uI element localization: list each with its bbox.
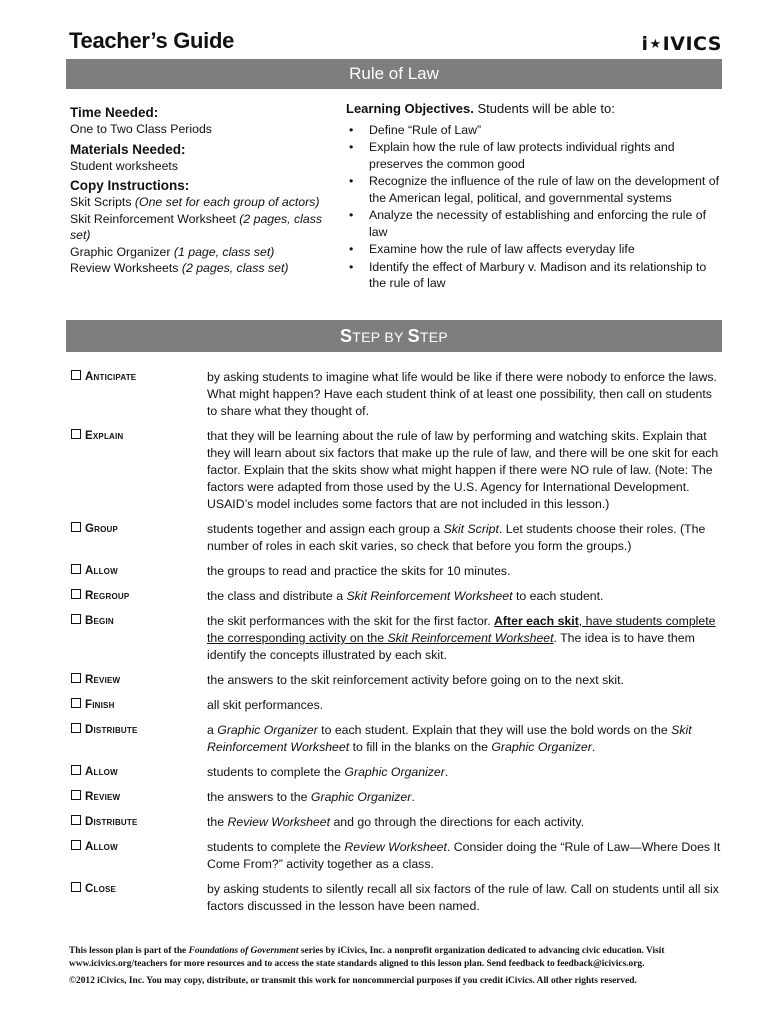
checkbox-icon (71, 673, 81, 683)
step-row (71, 672, 723, 689)
checkbox-icon (71, 882, 81, 892)
step-text: all skit performances. (207, 698, 324, 712)
step-text: students to complete the Review Worksheet. Consider doing the “Rule of Law—Where Does It Come From?” activity together as a class. (207, 840, 721, 871)
logo-prefix: i (641, 33, 649, 55)
step-text: the answers to the skit reinforcement activity before going on to the next skit. (207, 673, 624, 687)
step-label: Review (71, 672, 207, 689)
step-label: Allow (71, 764, 207, 781)
learning-objectives (346, 101, 724, 293)
time-needed-value: One to Two Class Periods (70, 122, 212, 136)
step-text: the groups to read and practice the skits for 10 minutes. (207, 564, 511, 578)
step-text: that they will be learning about the rule of law by performing and watching skits. Explain that they will learn about six factors that make up the rule of law, and there will be one skit for each factor. Explain that the skits show what might happen if there were NO rule of law. (Note: The factors were adapted from those used by the U.S. Agency for International Development. USAID’s model includes some factors that are not included in this lesson.) (207, 429, 719, 511)
step-row (71, 814, 723, 831)
steps-list (71, 369, 723, 915)
checkbox-icon (71, 589, 81, 599)
step-text: students to complete the Graphic Organizer. (207, 765, 449, 779)
checkbox-icon (71, 723, 81, 733)
step-label: Finish (71, 697, 207, 714)
step-row (71, 613, 723, 664)
objective-item: • Recognize the influence of the rule of law on the development of the American legal, political, and governmental systems (349, 174, 720, 205)
copy-item: Graphic Organizer (1 page, class set) (70, 244, 275, 259)
step-text: the Review Worksheet and go through the directions for each activity. (207, 815, 585, 829)
step-label: Review (71, 789, 207, 806)
step-label: Regroup (71, 588, 207, 605)
objective-item: • Define “Rule of Law” (349, 122, 482, 137)
time-needed-label: Time Needed: (70, 105, 159, 120)
footer-copyright: ©2012 iCivics, Inc. You may copy, distribute, or transmit this work for noncommercial purposes if you credit iCivics. All other rights reserved. (69, 976, 637, 986)
step-text: the answers to the Graphic Organizer. (207, 790, 415, 804)
copy-instructions-label: Copy Instructions: (70, 178, 190, 193)
step-text: the class and distribute a Skit Reinforcement Worksheet to each student. (207, 589, 604, 603)
checkbox-icon (71, 815, 81, 825)
step-row (71, 428, 723, 513)
step-label: Explain (71, 428, 207, 513)
step-text: by asking students to silently recall all six factors of the rule of law. Call on students until all six factors discussed in the lesson have been named. (207, 882, 719, 913)
star-icon: ★ (649, 37, 662, 52)
step-text: by asking students to imagine what life would be like if there were nobody to enforce the laws. What might happen? Have each student think of at least one possibility, then call on students to share what they thought of. (207, 370, 717, 418)
checkbox-icon (71, 370, 81, 380)
logo-suffix: IVICS (662, 33, 722, 55)
copy-item: Skit Scripts (One set for each group of actors) (70, 195, 320, 209)
copy-item: Skit Reinforcement Worksheet (2 pages, class set) (70, 211, 322, 242)
step-label: Close (71, 881, 207, 915)
objectives-list (346, 122, 724, 292)
step-row (71, 563, 723, 580)
step-text: the skit performances with the skit for the first factor. After each skit, have students complete the corresponding activity on the Skit Reinforcement Worksheet. The idea is to have them identify the concepts illustrated by each skit. (207, 614, 716, 662)
page-title: Teacher’s Guide (69, 28, 235, 53)
checkbox-icon (71, 522, 81, 532)
step-label: Distribute (71, 722, 207, 756)
step-text: students together and assign each group a Skit Script. Let students choose their roles. (The number of roles in each skit varies, so check that before you form the groups.) (207, 522, 706, 553)
step-by-step-banner: STEP BY STEP (66, 320, 722, 352)
copy-item: Review Worksheets (2 pages, class set) (70, 261, 289, 275)
checkbox-icon (71, 765, 81, 775)
checkbox-icon (71, 790, 81, 800)
checkbox-icon (71, 698, 81, 708)
step-label: Begin (71, 613, 207, 664)
step-row (71, 722, 723, 756)
footer-series-note: This lesson plan is part of the Foundations of Government series by iCivics, Inc. a nonprofit organization dedicated to advancing civic education. Visit www.icivics.org/teachers for more resources and to access the state standards aligned to this lesson plan. Send feedback to feedback@icivics.org. (69, 946, 665, 969)
step-label: Allow (71, 563, 207, 580)
step-label: Anticipate (71, 369, 207, 420)
step-text: a Graphic Organizer to each student. Explain that they will use the bold words on the Skit Reinforcement Worksheet to fill in the blanks on the Graphic Organizer. (207, 723, 692, 754)
checkbox-icon (71, 614, 81, 624)
step-row (71, 588, 723, 605)
step-row (71, 881, 723, 915)
lesson-info (70, 104, 332, 277)
materials-value: Student worksheets (70, 158, 179, 173)
checkbox-icon (71, 840, 81, 850)
step-row (71, 697, 723, 714)
footer (69, 945, 729, 988)
checkbox-icon (71, 564, 81, 574)
step-row (71, 764, 723, 781)
objective-item: • Analyze the necessity of establishing and enforcing the rule of law (349, 208, 707, 239)
step-row (71, 839, 723, 873)
step-label: Allow (71, 839, 207, 873)
objectives-heading: Learning Objectives. Students will be able to: (346, 101, 615, 116)
step-row (71, 789, 723, 806)
step-label: Distribute (71, 814, 207, 831)
objective-item: • Examine how the rule of law affects everyday life (349, 242, 635, 256)
materials-label: Materials Needed: (70, 141, 186, 157)
objective-item: • Explain how the rule of law protects individual rights and preserves the common good (349, 140, 675, 171)
step-label: Group (71, 521, 207, 555)
step-row (71, 521, 723, 555)
checkbox-icon (71, 429, 81, 439)
icivics-logo (642, 33, 723, 55)
step-row (71, 369, 723, 420)
objective-item: • Identify the effect of Marbury v. Madison and its relationship to the rule of law (349, 259, 707, 290)
lesson-title-banner: Rule of Law (66, 59, 722, 89)
